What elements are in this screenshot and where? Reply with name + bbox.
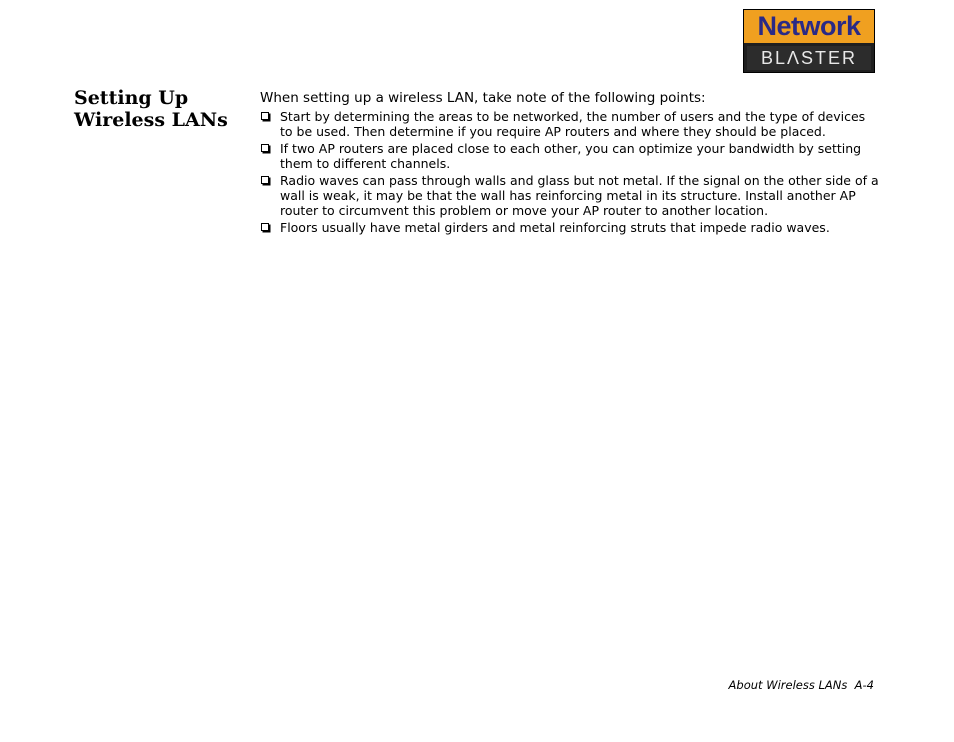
list-item [260,109,880,139]
list-item-text: Radio waves can pass through walls and glass but not metal. If the signal on the other side of a wall is weak, it may be that the wall has reinforcing metal in its structure. Install another AP router to circumvent this problem or move your AP router to another location. [280,173,879,218]
bullet-list [260,109,880,235]
intro-paragraph: When setting up a wireless LAN, take note of the following points: [260,90,706,106]
list-item-text: Floors usually have metal girders and metal reinforcing struts that impede radio waves. [280,220,830,235]
section-body [260,90,880,237]
section-heading-line1: Setting Up [74,87,189,109]
list-item-text: If two AP routers are placed close to each other, you can optimize your bandwidth by setting them to different channels. [280,141,862,171]
list-item-text: Start by determining the areas to be networked, the number of users and the type of devices to be used. Then determine if you require AP routers and where they should be placed. [280,109,866,139]
list-item [260,220,880,235]
checkbox-bullet-icon [261,112,269,120]
network-blaster-logo [743,9,875,73]
page-footer: About Wireless LANs A-4 [728,678,874,692]
list-item [260,141,880,171]
list-item [260,173,880,218]
logo-blaster-text: BLΛSTER [747,46,871,70]
checkbox-bullet-icon [261,144,269,152]
checkbox-bullet-icon [261,176,269,184]
section-heading [74,87,254,131]
checkbox-bullet-icon [261,223,269,231]
section-heading-line2: Wireless LANs [74,109,228,131]
logo-network-text: Network [744,10,874,43]
